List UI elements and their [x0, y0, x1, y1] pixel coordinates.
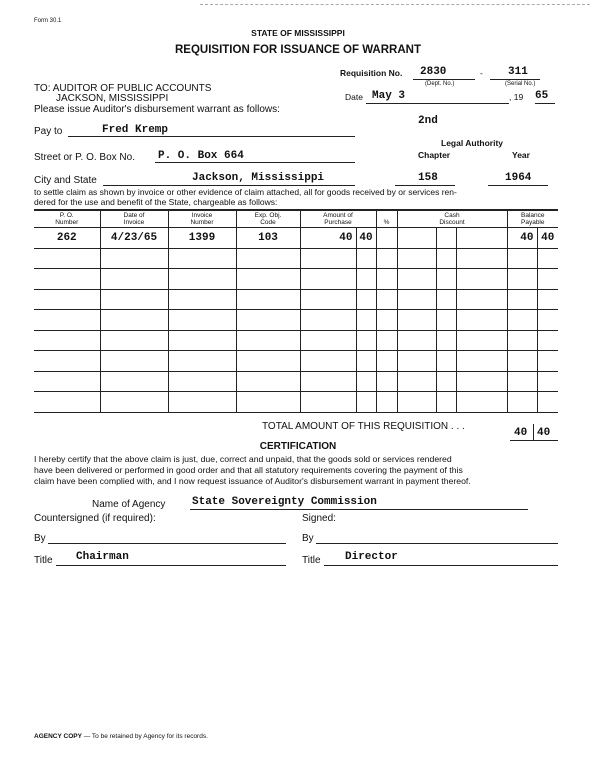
certification-heading: CERTIFICATION — [259, 441, 337, 452]
invoice-number-header: Invoice Number — [168, 211, 236, 228]
date-value: May 3 — [372, 90, 406, 102]
title-line-right — [324, 565, 558, 566]
year-prefix: , 19 — [509, 92, 524, 102]
signed-label: Signed: — [302, 513, 336, 524]
state-heading: STATE OF MISSISSIPPI — [251, 28, 345, 38]
pay-to-value: Fred Kremp — [102, 124, 169, 136]
by-label-left: By — [34, 533, 46, 544]
po-cell: 262 — [34, 228, 100, 249]
street-label: Street or P. O. Box No. — [34, 152, 135, 163]
percent-header: % — [376, 211, 397, 228]
dept-no-caption: (Dept. No.) — [425, 81, 455, 87]
pay-to-label: Pay to — [34, 126, 63, 137]
session-value: 2nd — [418, 115, 438, 127]
table-header-row — [34, 211, 558, 228]
chapter-line — [395, 185, 455, 186]
amount-cents-cell: 40 — [356, 228, 376, 249]
total-label: TOTAL AMOUNT OF THIS REQUISITION . . . — [262, 421, 465, 432]
table-row — [34, 228, 558, 249]
certification-line-3: claim have been complied with, and I now request issuance of Auditor's disbursement warrant in payment thereof. — [34, 476, 471, 486]
invoice-number-cell: 1399 — [168, 228, 236, 249]
title-left-value: Chairman — [76, 551, 129, 563]
title-right-value: Director — [345, 551, 398, 563]
settle-claim-text-1: to settle claim as shown by invoice or other evidence of claim attached, all for goods received by or services ren- — [34, 187, 457, 197]
invoice-date-cell: 4/23/65 — [100, 228, 168, 249]
claim-table — [34, 211, 558, 413]
cash-discount-header: Cash Discount — [397, 211, 507, 228]
balance-cents-cell: 40 — [537, 228, 558, 249]
agency-copy-label: AGENCY COPY — [34, 733, 82, 740]
by-line-left — [48, 543, 286, 544]
serial-no-line — [490, 79, 540, 80]
street-line — [155, 162, 355, 163]
dept-no-line — [413, 79, 475, 80]
chapter-label: Chapter — [418, 150, 451, 160]
legal-year-label: Year — [512, 150, 530, 160]
agency-label: Name of Agency — [92, 499, 166, 510]
balance-payable-header: Balance Payable — [507, 211, 558, 228]
percent-cell — [376, 228, 397, 249]
balance-dollars-cell: 40 — [507, 228, 537, 249]
legal-year-value: 1964 — [505, 172, 532, 184]
table-row — [34, 248, 558, 269]
footer-note — [34, 733, 208, 740]
title-line-left — [56, 565, 286, 566]
dept-no-value: 2830 — [420, 66, 447, 78]
agency-value: State Sovereignty Commission — [192, 496, 377, 508]
city-value: Jackson, Mississippi — [192, 172, 325, 184]
legal-authority-label: Legal Authority — [441, 138, 504, 148]
countersigned-label: Countersigned (if required): — [34, 513, 156, 524]
requisition-dash: - — [480, 68, 483, 78]
discount-cell — [456, 228, 507, 249]
serial-no-value: 311 — [508, 66, 528, 78]
table-row — [34, 310, 558, 331]
agency-line — [190, 509, 528, 510]
legal-year-line — [488, 185, 548, 186]
amount-dollars-cell: 40 — [300, 228, 356, 249]
table-row — [34, 289, 558, 310]
total-dollars: 40 — [514, 427, 528, 439]
table-row — [34, 392, 558, 413]
chapter-value: 158 — [418, 172, 438, 184]
table-row — [34, 330, 558, 351]
discount-cell — [397, 228, 436, 249]
table-row — [34, 269, 558, 290]
pay-to-line — [68, 136, 355, 137]
date-label: Date — [345, 92, 363, 102]
footer-retain-text: — To be retained by Agency for its records. — [81, 733, 208, 740]
serial-no-caption: (Serial No.) — [505, 81, 536, 87]
po-number-header: P. O. Number — [34, 211, 100, 228]
perforation-edge — [200, 4, 590, 5]
year-line — [535, 103, 555, 104]
date-line — [366, 103, 509, 104]
exp-obj-code-header: Exp. Obj. Code — [236, 211, 300, 228]
form-number: Form 30.1 — [34, 18, 62, 24]
jackson-line: JACKSON, MISSISSIPPI — [56, 93, 169, 104]
title-label-right: Title — [302, 555, 321, 566]
title-label-left: Title — [34, 555, 53, 566]
requisition-label: Requisition No. — [340, 68, 403, 78]
to-auditor-line: TO: AUDITOR OF PUBLIC ACCOUNTS — [34, 83, 212, 94]
exp-code-cell: 103 — [236, 228, 300, 249]
year-value: 65 — [535, 90, 549, 102]
discount-cell — [436, 228, 456, 249]
form-title: REQUISITION FOR ISSUANCE OF WARRANT — [175, 44, 421, 56]
total-cents-divider — [533, 424, 534, 440]
settle-claim-text-2: dered for the use and benefit of the State, chargeable as follows: — [34, 197, 278, 207]
certification-line-1: I hereby certify that the above claim is just, due, correct and unpaid, that the goods sold or services rendered — [34, 454, 452, 464]
by-line-right — [316, 543, 558, 544]
city-line — [103, 185, 355, 186]
table-row — [34, 351, 558, 372]
table-row — [34, 371, 558, 392]
amount-of-purchase-header: Amount of Purchase — [300, 211, 376, 228]
street-value: P. O. Box 664 — [158, 150, 244, 162]
total-cents: 40 — [537, 427, 551, 439]
please-issue-text: Please issue Auditor's disbursement warrant as follows: — [34, 104, 280, 115]
date-of-invoice-header: Date of Invoice — [100, 211, 168, 228]
city-label: City and State — [34, 175, 97, 186]
by-label-right: By — [302, 533, 314, 544]
certification-line-2: have been delivered or performed in good order and that all statutory requirements covering the payment of this — [34, 465, 463, 475]
